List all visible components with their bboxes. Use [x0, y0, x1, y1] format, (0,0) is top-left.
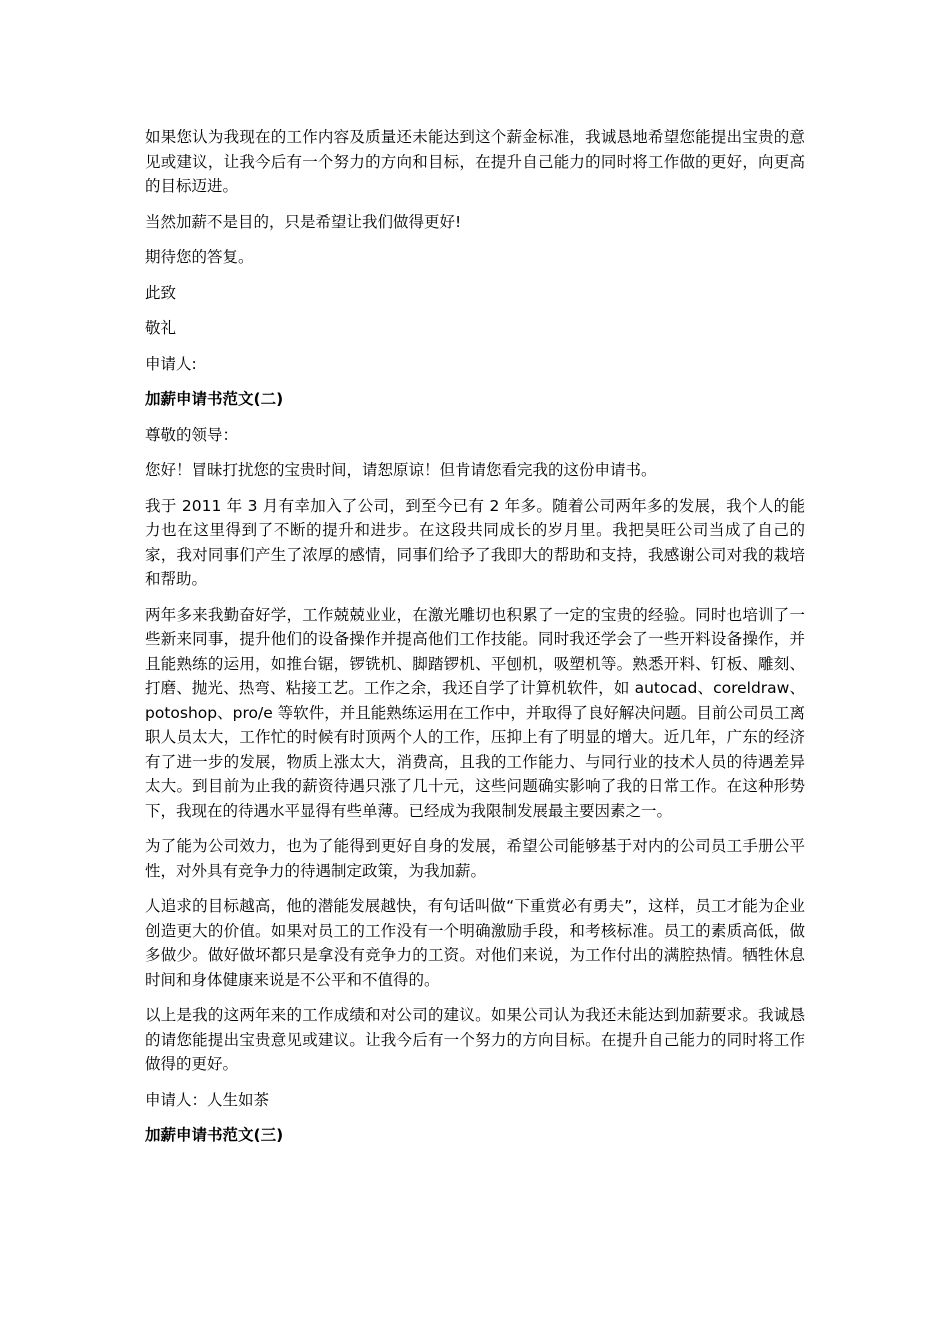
applicant-signature-named: 申请人：人生如茶	[145, 1090, 270, 1109]
closing-salutation: 此致	[145, 283, 177, 302]
paragraph-motivation: 人追求的目标越高，他的潜能发展越快，有句话叫做“下重赏必有勇夫”，这样，员工才能为企业创造更大的价值。如果对员工的工作没有一个明确激励手段，和考核标准。员工的素质高低，做多做少。做好做坏都只是拿没有竞争力的工资。对他们来说，为工作付出的满腔热情。牺牲休息时间和身体健康来说是不公平和不值得的。	[145, 897, 805, 989]
paragraph-work-experience: 两年多来我勤奋好学，工作兢兢业业，在激光雕切也积累了一定的宝贵的经验。同时也培训了一些新来同事，提升他们的设备操作并提高他们工作技能。同时我还学会了一些开料设备操作，并且能熟练的运用，如推台锯，锣铣机、脚踏锣机、平刨机，吸塑机等。熟悉开料、钉板、雕刻、打磨、抛光、热弯、粘接工艺。工作之余，我还自学了计算机软件，如 autocad、coreldraw、 potoshop、pro/e 等软件，并且能熟练运用在工作中，并取得了良好解决问题。目前公司员工离职人员太大，工作忙的时候有时顶两个人的工作，压抑上有了明显的增大。近几年，广东的经济有了进一步的发展，物质上涨太大，消费高，且我的工作能力、与同行业的技术人员的待遇差异太大。到目前为止我的薪资待遇只涨了几十元，这些问题确实影响了我的日常工作。在这种形势下，我现在的待遇水平显得有些单薄。已经成为我限制发展最主要因素之一。	[145, 605, 805, 820]
greeting: 尊敬的领导：	[145, 425, 239, 444]
paragraph-opening: 您好！冒昧打扰您的宝贵时间，请恕原谅！但肯请您看完我的这份申请书。	[145, 461, 657, 479]
applicant-signature: 申请人:	[145, 354, 197, 373]
paragraph-request: 为了能为公司效力，也为了能得到更好自身的发展，希望公司能够基于对内的公司员工手册公平性，对外具有竞争力的待遇制定政策，为我加薪。	[145, 837, 805, 880]
paragraph-summary: 以上是我的这两年来的工作成绩和对公司的建议。如果公司认为我还未能达到加薪要求。我诚恳的请您能提出宝贵意见或建议。让我今后有一个努力的方向目标。在提升自己能力的同时将工作做得的更好。	[145, 1006, 805, 1073]
paragraph-purpose: 当然加薪不是目的，只是希望让我们做得更好!	[145, 212, 462, 231]
document-page	[145, 125, 805, 1159]
section-heading-three: 加薪申请书范文(三)	[145, 1126, 284, 1144]
paragraph-await-reply: 期待您的答复。	[145, 248, 254, 266]
paragraph-salary-standard: 如果您认为我现在的工作内容及质量还未能达到这个薪金标准，我诚恳地希望您能提出宝贵的意见或建议，让我今后有一个努力的方向和目标，在提升自己能力的同时将工作做的更好，向更高的目标迈进。	[145, 128, 805, 195]
section-heading-two: 加薪申请书范文(二)	[145, 390, 284, 408]
closing-regards: 敬礼	[145, 319, 177, 337]
paragraph-joined-company: 我于 2011 年 3 月有幸加入了公司，到至今已有 2 年多。随着公司两年多的发展，我个人的能力也在这里得到了不断的提升和进步。在这段共同成长的岁月里。我把昊旺公司当成了自己的家，我对同事们产生了浓厚的感情，同事们给予了我即大的帮助和支持，我感谢公司对我的栽培和帮助。	[145, 496, 805, 588]
